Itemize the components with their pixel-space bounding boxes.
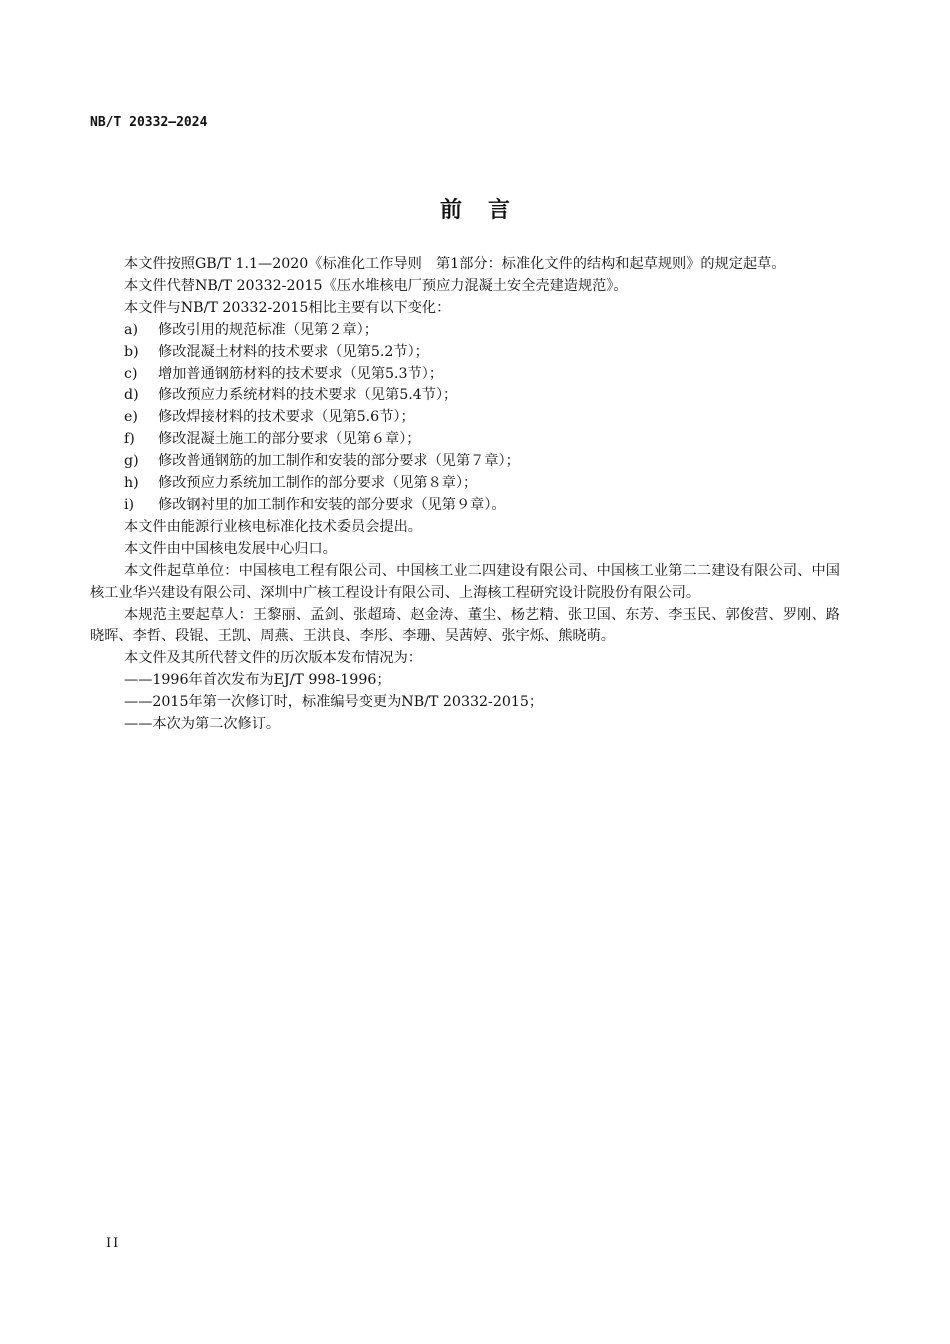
body-paragraph: 本文件由中国核电发展中心归口。: [124, 540, 337, 557]
change-item: [90, 342, 840, 364]
change-item-marker: c): [124, 365, 138, 382]
intro-paragraph: 本文件代替NB/T 20332-2015《压水堆核电厂预应力混凝土安全壳建造规范》。: [124, 277, 628, 294]
change-item-text: 修改预应力系统材料的技术要求（见第5.4节）；: [158, 387, 458, 404]
change-item-text: 修改焊接材料的技术要求（见第5.6节）；: [158, 409, 415, 426]
change-item-marker: b): [124, 343, 139, 360]
change-item-text: 修改预应力系统加工制作的部分要求（见第８章）；: [158, 475, 478, 492]
change-item-text: 修改混凝土材料的技术要求（见第5.2节）；: [158, 343, 429, 360]
change-item-marker: e): [124, 409, 138, 426]
change-item-marker: d): [124, 387, 139, 404]
history-item: ——2015年第一次修订时，标准编号变更为NB/T 20332-2015；: [124, 694, 544, 711]
change-item: [90, 385, 840, 407]
change-item-text: 修改钢衬里的加工制作和安装的部分要求（见第９章）。: [158, 496, 506, 513]
change-item-text: 修改引用的规范标准（见第２章）；: [158, 321, 378, 338]
change-item: [90, 364, 840, 386]
change-item-text: 修改混凝土施工的部分要求（见第６章）；: [158, 431, 421, 448]
document-body: [90, 254, 840, 736]
history-item: ——1996年首次发布为EJ/T 998-1996；: [124, 672, 391, 689]
change-item: [90, 320, 840, 342]
change-item-marker: g): [124, 453, 139, 470]
change-item-marker: i): [124, 496, 135, 513]
change-item-marker: a): [124, 321, 138, 338]
history-item: ——本次为第二次修订。: [124, 716, 281, 733]
change-item: [90, 429, 840, 451]
change-item-marker: f): [124, 431, 135, 448]
page-title: 前言: [439, 198, 536, 223]
body-paragraph: 本文件由能源行业核电标准化技术委员会提出。: [124, 518, 422, 535]
change-item-marker: h): [124, 475, 139, 492]
change-item: [90, 473, 840, 495]
change-item: [90, 407, 840, 429]
drafters-paragraph: 本规范主要起草人：王黎丽、孟剑、张超琦、赵金涛、董尘、杨艺精、张卫国、东芳、李玉民、郭俊营、罗刚、路晓晖、李哲、段锟、王凯、周燕、王洪良、李彤、李珊、吴茜婷、张宇烁、熊晓萌。: [90, 606, 840, 645]
drafting-units-paragraph: 本文件起草单位：中国核电工程有限公司、中国核工业二四建设有限公司、中国核工业第二二建设有限公司、中国核工业华兴建设有限公司、深圳中广核工程设计有限公司、上海核工程研究设计院股份有限公司。: [90, 562, 840, 601]
change-item: [90, 451, 840, 473]
change-item-text: 修改普通钢筋的加工制作和安装的部分要求（见第７章）；: [158, 453, 520, 470]
intro-paragraph: 本文件按照GB/T 1.1—2020《标准化工作导则 第1部分：标准化文件的结构和起草规则》的规定起草。: [124, 256, 786, 272]
history-intro-paragraph: 本文件及其所代替文件的历次版本发布情况为：: [124, 650, 422, 667]
change-item-text: 增加普通钢筋材料的技术要求（见第5.3节）；: [158, 365, 444, 382]
intro-paragraph: 本文件与NB/T 20332-2015相比主要有以下变化：: [124, 299, 451, 316]
change-item: [90, 495, 840, 517]
page-number: II: [106, 1236, 121, 1251]
standard-code: NB/T 20332—2024: [90, 115, 208, 130]
